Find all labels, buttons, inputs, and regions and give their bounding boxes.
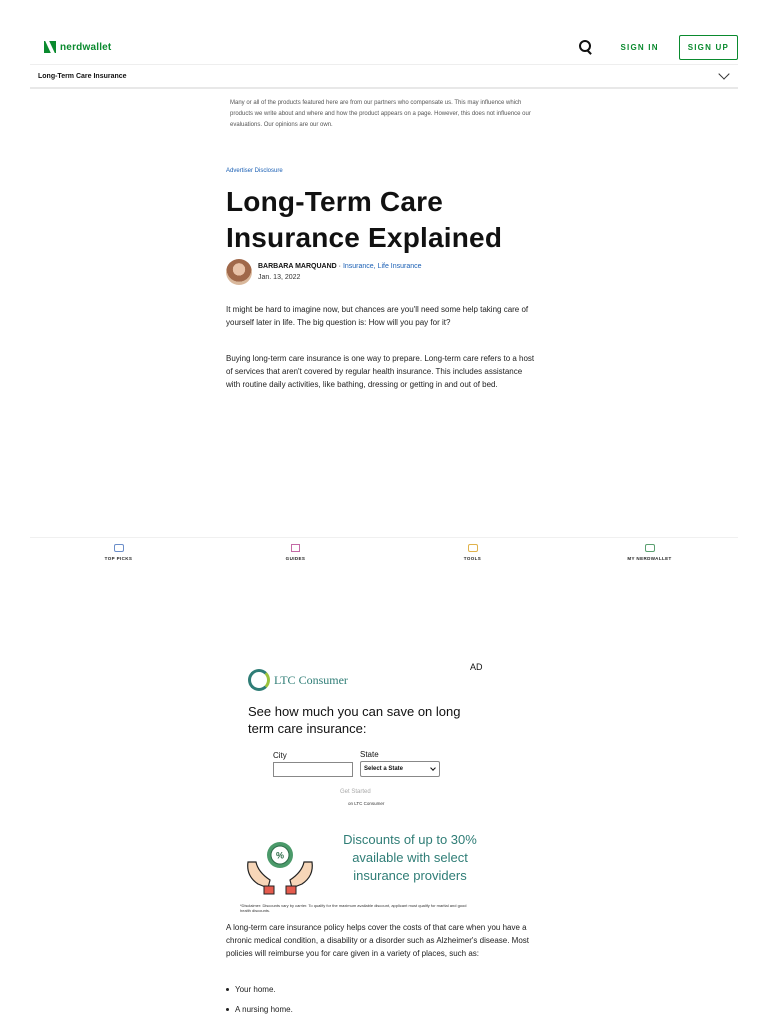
city-input[interactable]: [273, 762, 353, 777]
list-item-text: Your home.: [235, 985, 276, 994]
page-title: Long-Term Care Insurance Explained: [226, 186, 503, 253]
ltc-brand-consumer: Consumer: [298, 672, 348, 687]
ltc-logo-text: [274, 673, 348, 688]
bottom-nav-top-picks[interactable]: [30, 538, 207, 567]
ad-headline: See how much you can save on long term care insurance:: [248, 704, 461, 736]
hands-discount-icon: [244, 840, 316, 896]
ad-disclaimer: *Disclaimer: Discounts vary by carrier. To qualify for the maximum available discount, applicant must qualify for marital and good health discounts.: [240, 903, 467, 913]
wallet-icon: [645, 544, 655, 552]
tools-icon: [468, 544, 478, 552]
state-label: State: [360, 750, 379, 759]
bottom-nav-tools[interactable]: [384, 538, 561, 567]
chevron-down-icon: [430, 765, 436, 771]
byline-separator: ·: [338, 263, 341, 270]
search-icon[interactable]: [579, 40, 593, 54]
topic-nav-title: Long-Term Care Insurance: [38, 72, 127, 80]
article-tags[interactable]: Insurance, Life Insurance: [342, 263, 422, 270]
partner-disclosure-note: Many or all of the products featured here are from our partners who compensate us. This may influence which products we write about and where and how the product appears on a page. However, this does not influence our evaluations. Our opinions are our own.: [230, 100, 531, 128]
list-item: [226, 985, 276, 994]
ltc-consumer-logo[interactable]: [248, 669, 348, 691]
paragraph-2: Buying long-term care insurance is one way to prepare. Long-term care refers to a host of services that aren't covered by regular health insurance. This includes assistance with routine daily activities, like bathing, dressing or getting in and out of bed.: [226, 354, 535, 389]
logo-text: nerdwallet: [60, 41, 112, 53]
chevron-down-icon[interactable]: [718, 68, 729, 79]
author-avatar: [226, 259, 252, 285]
sign-up-button[interactable]: SIGN UP: [679, 35, 738, 60]
bottom-nav-label: GUIDES: [285, 556, 306, 561]
percent-symbol: %: [275, 850, 285, 861]
bottom-nav-label: TOP PICKS: [104, 556, 133, 561]
top-picks-icon: [114, 544, 124, 552]
list-item: [226, 1005, 293, 1014]
bullet-dot: [226, 1008, 229, 1011]
topic-nav[interactable]: [30, 64, 738, 89]
paragraph-3: A long-term care insurance policy helps cover the costs of that care when you have a chronic medical condition, a disability or a disorder such as Alzheimer's disease. Most policies will reimburse you for care given in a variety of places, such as:: [226, 923, 529, 958]
author-name[interactable]: BARBARA MARQUAND: [258, 263, 337, 270]
bottom-nav-guides[interactable]: [207, 538, 384, 567]
site-header: [30, 30, 738, 64]
bottom-nav-my-nerdwallet[interactable]: [561, 538, 738, 567]
sign-in-link[interactable]: SIGN IN: [620, 42, 659, 52]
get-started-button[interactable]: Get Started: [340, 789, 371, 795]
publish-date: Jan. 13, 2022: [258, 274, 301, 281]
advertiser-disclosure-link[interactable]: Advertiser Disclosure: [226, 168, 283, 174]
nerdwallet-logo[interactable]: [44, 41, 111, 53]
city-label: City: [273, 751, 287, 760]
bullet-dot: [226, 988, 229, 991]
flag-icon: [291, 544, 300, 552]
list-item-text: A nursing home.: [235, 1005, 293, 1014]
discount-callout: Discounts of up to 30% available with select insurance providers: [343, 832, 477, 883]
ltc-brand-ltc: LTC: [274, 672, 296, 687]
state-select[interactable]: [360, 761, 440, 777]
nerdwallet-logo-icon: [44, 41, 56, 53]
ltc-ring-icon: [248, 669, 270, 691]
paragraph-1: It might be hard to imagine now, but chances are you'll need some help taking care of yourself later in life. The big question is: How will you pay for it?: [226, 305, 529, 327]
on-ltc-consumer-note: on LTC Consumer: [348, 801, 385, 806]
byline: [226, 259, 538, 285]
bottom-nav-label: MY NERDWALLET: [627, 556, 672, 561]
bottom-nav-label: TOOLS: [463, 556, 482, 561]
bottom-nav: [30, 537, 738, 567]
state-select-value: Select a State: [364, 766, 404, 772]
ad-label: AD: [470, 662, 483, 672]
